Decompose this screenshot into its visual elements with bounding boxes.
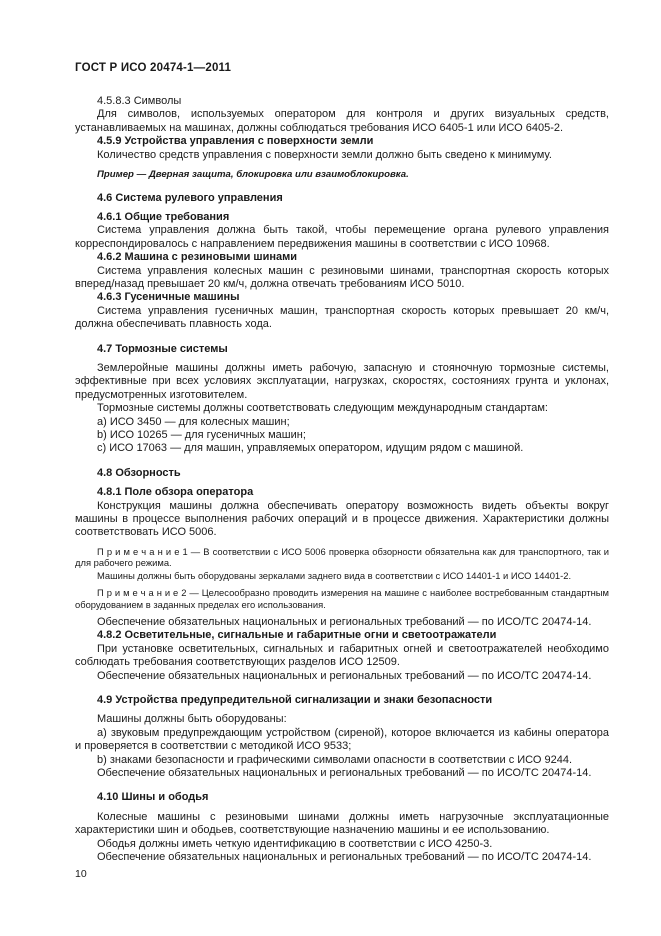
paragraph: Обеспечение обязательных национальных и региональных требований — по ИСО/ТС 20474-14. <box>97 615 592 628</box>
paragraph: Землеройные машины должны иметь рабочую, запасную и стояночную тормозные системы, эффективные при всех условиях эксплуатации, нагрузках, скоростях, состояниях грунта и уклонах, предусмотренных изготовителем. <box>75 362 609 401</box>
list-item-c: c) ИСО 17063 — для машин, управляемых оператором, идущим рядом с машиной. <box>97 442 524 455</box>
list-item-a: a) звуковым предупреждающим устройством (сиреной), которое включается из кабины оператора и проверяется в соответствии с методикой ИСО 9533; <box>75 726 609 753</box>
paragraph: Тормозные системы должны соответствовать следующим международным стандартам: <box>97 402 548 415</box>
clause-4-9-heading: 4.9 Устройства предупредительной сигнализации и знаки безопасности <box>97 693 493 706</box>
document-body <box>75 95 609 864</box>
paragraph: Обеспечение обязательных национальных и региональных требований — по ИСО/ТС 20474-14. <box>97 850 592 863</box>
clause-4-5-8-3-title: 4.5.8.3 Символы <box>97 95 182 107</box>
page-number: 10 <box>75 868 87 880</box>
clause-4-10-heading: 4.10 Шины и ободья <box>97 791 209 804</box>
clause-4-5-9-heading: 4.5.9 Устройства управления с поверхности земли <box>97 135 374 148</box>
list-item-b: b) знаками безопасности и графическими символами опасности в соответствии с ИСО 9244. <box>97 753 573 766</box>
paragraph: Обеспечение обязательных национальных и региональных требований — по ИСО/ТС 20474-14. <box>97 669 592 682</box>
clause-4-8-2-heading: 4.8.2 Осветительные, сигнальные и габаритные огни и светоотражатели <box>97 629 497 642</box>
paragraph: При установке осветительных, сигнальных и габаритных огней и светоотражателей необходимо соблюдать требования соответствующих разделов ИСО 12509. <box>75 642 609 669</box>
paragraph: Ободья должны иметь четкую идентификацию в соответствии с ИСО 4250-3. <box>97 837 493 850</box>
clause-4-6-2-heading: 4.6.2 Машина с резиновыми шинами <box>97 251 297 264</box>
paragraph: Машины должны быть оборудованы: <box>97 713 287 726</box>
note-continuation: Машины должны быть оборудованы зеркалами заднего вида в соответствии с ИСО 14401-1 и ИСО 14401-2. <box>97 570 572 582</box>
standard-designation-header: ГОСТ Р ИСО 20474-1—2011 <box>75 62 232 74</box>
paragraph: Количество средств управления с поверхности земли должно быть сведено к минимуму. <box>97 148 552 161</box>
clause-4-6-3-heading: 4.6.3 Гусеничные машины <box>97 291 240 304</box>
clause-4-6-heading: 4.6 Система рулевого управления <box>97 191 283 204</box>
clause-4-8-heading: 4.8 Обзорность <box>97 466 181 479</box>
paragraph: Система управления колесных машин с резиновыми шинами, транспортная скорость которых вперед/назад превышает 20 км/ч, должна отвечать требованиям ИСО 5010. <box>75 264 609 290</box>
example-text: Пример — Дверная защита, блокировка или взаимоблокировка. <box>97 169 409 181</box>
paragraph: Система управления гусеничных машин, транспортная скорость которых превышает 20 км/ч, должна обеспечивать плавность хода. <box>75 304 609 331</box>
clause-4-7-heading: 4.7 Тормозные системы <box>97 342 228 355</box>
note-2: П р и м е ч а н и е 2 — Целесообразно проводить измерения на машине с наиболее востребованным стандартным оборудованием в заданных пределах его использования. <box>75 587 609 610</box>
paragraph: Для символов, используемых оператором для контроля и других визуальных средств, устанавливаемых на машинах, должны соблюдаться требования ИСО 6405-1 или ИСО 6405-2. <box>75 108 609 134</box>
paragraph: Обеспечение обязательных национальных и региональных требований — по ИСО/ТС 20474-14. <box>97 766 592 779</box>
clause-4-6-1-heading: 4.6.1 Общие требования <box>97 210 230 223</box>
note-1: П р и м е ч а н и е 1 — В соответствии с ИСО 5006 проверка обзорности обязательна как для транспортного, так и для рабочего режима. <box>75 545 609 569</box>
clause-4-8-1-heading: 4.8.1 Поле обзора оператора <box>97 486 254 499</box>
paragraph: Колесные машины с резиновыми шинами должны иметь нагрузочные эксплуатационные характеристики шин и ободьев, соответствующие назначению машины и ее использованию. <box>75 810 609 837</box>
paragraph: Система управления должна быть такой, чтобы перемещение органа рулевого управления корреспондировалось с направлением передвижения машины в соответствии с ИСО 10968. <box>75 224 609 250</box>
paragraph: Конструкция машины должна обеспечивать оператору возможность видеть объекты вокруг машины в процессе выполнения рабочих операций и в процессе движения. Характеристики должны соответствовать ИСО 5006. <box>75 499 609 539</box>
list-item-b: b) ИСО 10265 — для гусеничных машин; <box>97 429 306 442</box>
list-item-a: a) ИСО 3450 — для колесных машин; <box>97 415 290 428</box>
